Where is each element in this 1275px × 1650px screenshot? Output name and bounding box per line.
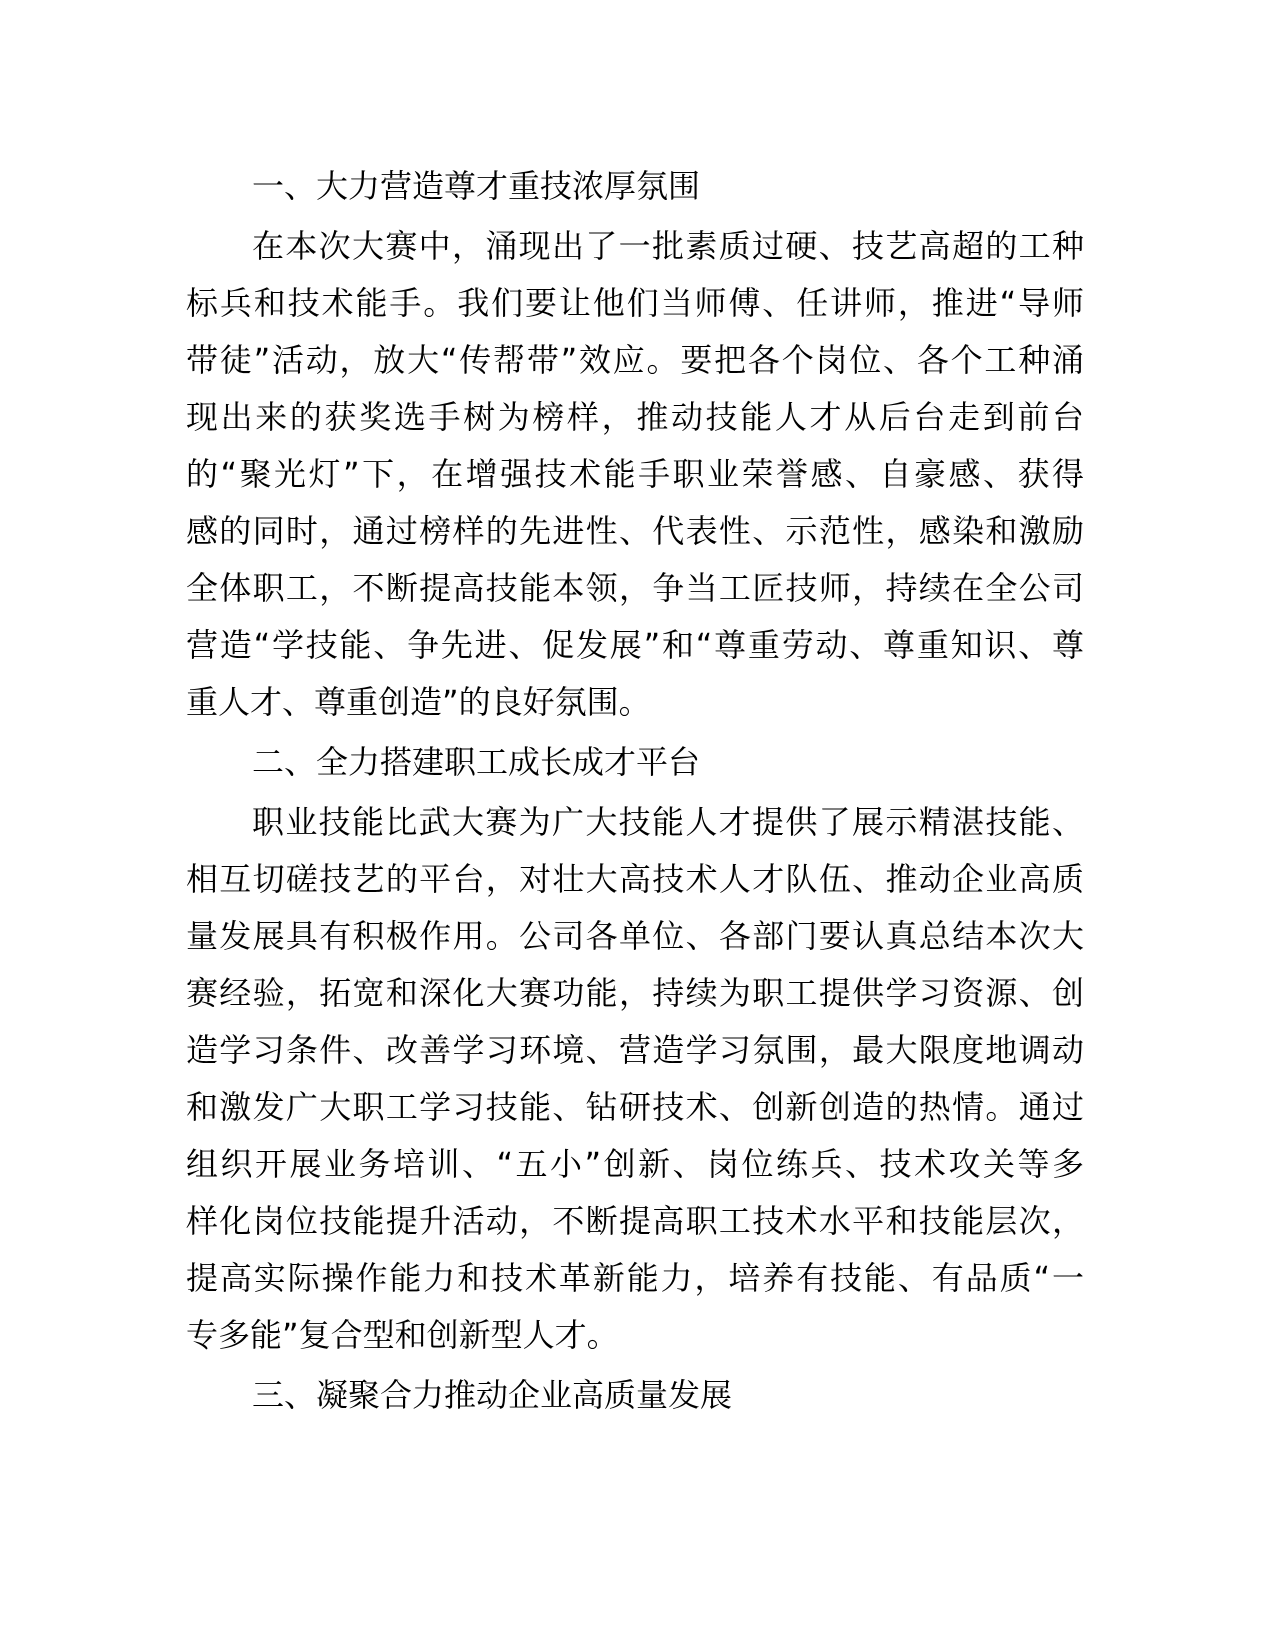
paragraph-line: 的“聚光灯”下，在增强技术能手职业荣誉感、自豪感、获得 [186,455,1084,493]
paragraph-line: 带徒”活动，放大“传帮带”效应。要把各个岗位、各个工种涌 [186,341,1084,379]
paragraph-line: 组织开展业务培训、“五小”创新、岗位练兵、技术攻关等多 [186,1145,1084,1183]
paragraph-line: 提高实际操作能力和技术革新能力，培养有技能、有品质“一 [186,1259,1084,1297]
paragraph-line: 和激发广大职工学习技能、钻研技术、创新创造的热情。通过 [186,1088,1084,1126]
document-body [186,158,1084,1427]
paragraph-line: 营造“学技能、争先进、促发展”和“尊重劳动、尊重知识、尊 [186,626,1084,664]
section-paragraph-1 [186,218,1084,731]
paragraph-line: 现出来的获奖选手树为榜样，推动技能人才从后台走到前台 [186,398,1084,436]
paragraph-line: 相互切磋技艺的平台，对壮大高技术人才队伍、推动企业高质 [186,860,1084,898]
section-paragraph-2 [186,794,1084,1364]
paragraph-line: 标兵和技术能手。我们要让他们当师傅、任讲师，推进“导师 [186,284,1084,322]
paragraph-line: 重人才、尊重创造”的良好氛围。 [186,683,651,721]
paragraph-line: 样化岗位技能提升活动，不断提高职工技术水平和技能层次， [186,1202,1084,1240]
section-heading-2: 二、全力搭建职工成长成才平台 [252,743,701,781]
paragraph-line: 职业技能比武大赛为广大技能人才提供了展示精湛技能、 [252,803,1084,841]
paragraph-line: 在本次大赛中，涌现出了一批素质过硬、技艺高超的工种 [252,227,1084,265]
paragraph-line: 专多能”复合型和创新型人才。 [186,1316,619,1354]
paragraph-line: 全体职工，不断提高技能本领，争当工匠技师，持续在全公司 [186,569,1084,607]
paragraph-line: 量发展具有积极作用。公司各单位、各部门要认真总结本次大 [186,917,1084,955]
paragraph-line: 赛经验，拓宽和深化大赛功能，持续为职工提供学习资源、创 [186,974,1084,1012]
section-heading-1: 一、大力营造尊才重技浓厚氛围 [252,167,701,205]
paragraph-line: 感的同时，通过榜样的先进性、代表性、示范性，感染和激励 [186,512,1084,550]
section-heading-3: 三、凝聚合力推动企业高质量发展 [252,1376,733,1414]
paragraph-line: 造学习条件、改善学习环境、营造学习氛围，最大限度地调动 [186,1031,1084,1069]
